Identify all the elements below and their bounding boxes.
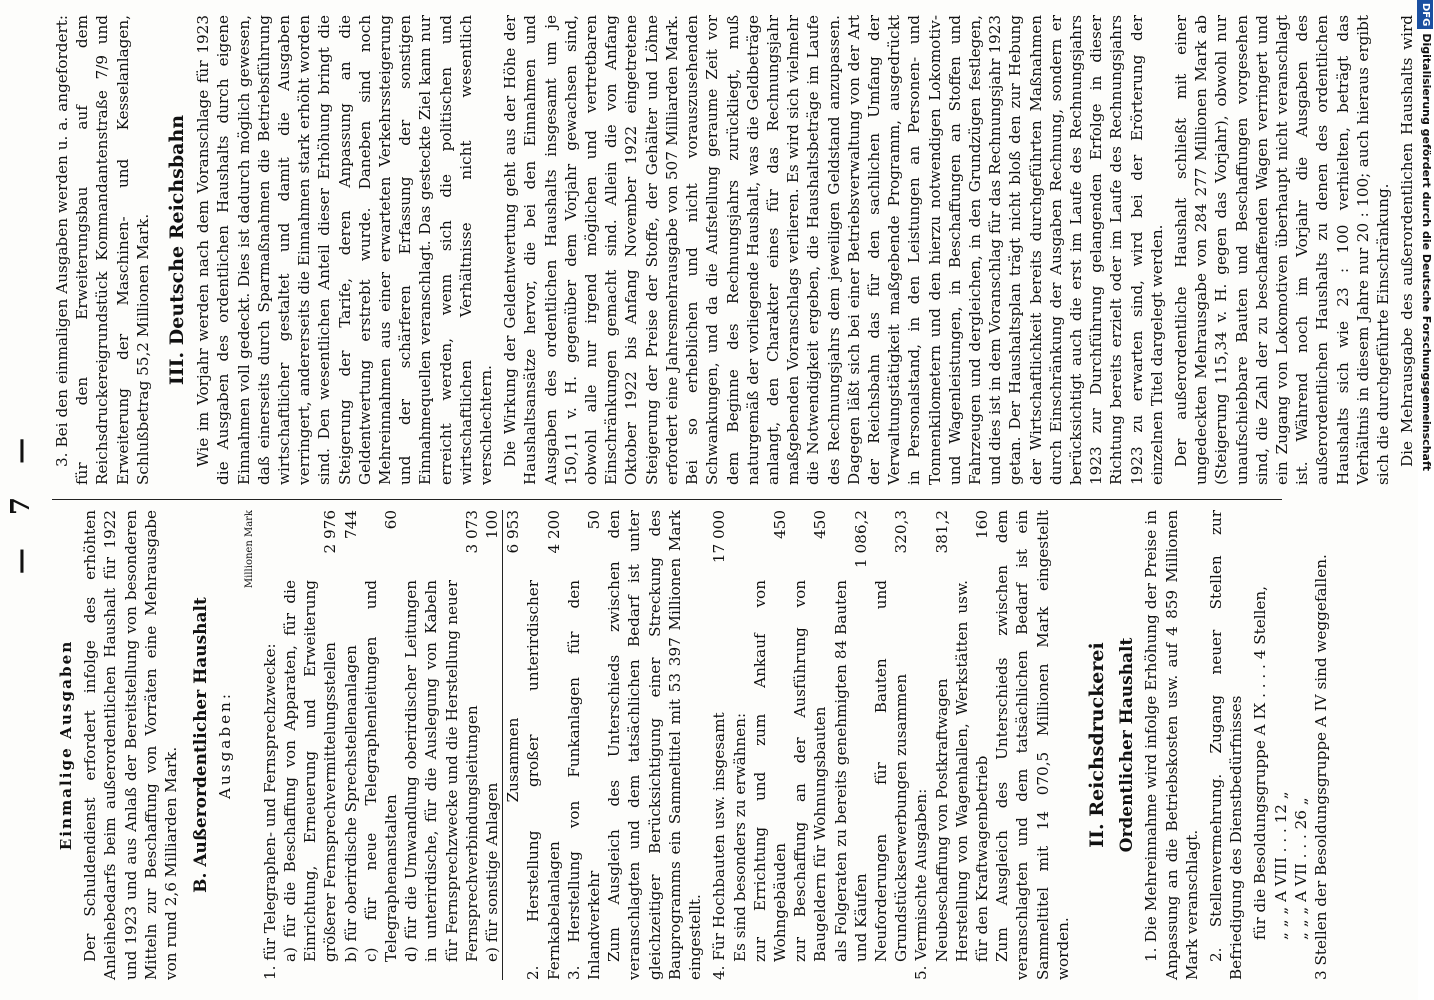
table-row bbox=[709, 510, 729, 980]
paragraph-mehrausgabe: Die Mehrausgabe des außerordentlichen Haushalts wird bbox=[1398, 15, 1417, 467]
row-label: Herstellung von Wagenhallen, Werkstätten usw. für den Kraftwagenbetrieb bbox=[952, 580, 991, 962]
table-row bbox=[831, 510, 871, 980]
dfg-logo: DFG bbox=[1417, 0, 1433, 29]
row-value: 450 bbox=[770, 510, 789, 539]
paragraph-einmalige-ausgaben: 3. Bei den einmaligen Ausgaben werden u. a. angefordert: für den Erweiterungsbau auf dem Reichsdruckereigrundstück Kommandantenstraße 7/9 und Erweiterung der Maschinen- und Kesselanlagen, Schlußbetrag 55,2 Millionen Mark. bbox=[53, 15, 152, 485]
row-value: 160 bbox=[972, 510, 991, 539]
row-value: 381,2 bbox=[932, 510, 951, 554]
row-value: 100 bbox=[483, 510, 502, 539]
heading-section-b: B. Außerordentlicher Haushalt bbox=[191, 597, 212, 893]
row-label: zur Beschaffung an der Ausführung von Baugeldern für Wohnungsbauten bbox=[791, 580, 830, 962]
paragraph-mehreinnahme: 1. Die Mehreinnahme wird infolge Erhöhung der Preise in Anpassung an die Betriebskosten usw. auf 4 859 Millionen Mark veranschlagt. bbox=[1142, 510, 1201, 980]
list-item: für die Besoldungsgruppe A IX . . . . 4 Stellen, bbox=[1251, 585, 1270, 940]
sum-value: 6 953 bbox=[504, 510, 523, 554]
row-value: 320,3 bbox=[892, 510, 911, 554]
row-value: 1 086,2 bbox=[851, 510, 870, 568]
row-label: a) für die Beschaffung von Apparaten, für die Einrichtung, Erneuerung und Erweiterung größerer Fernsprechvermittelungsstellen bbox=[281, 580, 340, 962]
unit-label: Millionen Mark bbox=[243, 510, 255, 589]
table-row bbox=[871, 510, 911, 980]
row-label: 2. Herstellung großer unterirdischer Fernkabelanlagen bbox=[524, 580, 563, 980]
heading-einmalige-ausgaben: Einmalige Ausgaben bbox=[57, 639, 75, 851]
paragraph-ausserordentlicher-haushalt: Der außerordentliche Haushalt schließt mit einer ungedeckten Mehrausgabe von 284 277 Millionen Mark ab (Steigerung 115,34 v. H. gegen das Vorjahr), obwohl nur unaufschiebbare Bauten und Beschaffungen vorgesehen sind, die Zahl der zu beschaffenden Wagen verringert und ein Zugang von Lokomotiven überhaupt nicht veranschlagt ist. Während noch im Vorjahr die Ausgaben des außerordentlichen Haushalts zu denen des ordentlichen Haushalts sich wie 23 : 100 verhielten, beträgt das Verhältnis in diesem Jahre nur 20 : 100; auch hieraus ergibt sich die durchgeführte Einschränkung. bbox=[1171, 15, 1392, 485]
paragraph-geldentwertung: Die Wirkung der Geldentwertung geht aus der Höhe der Haushaltsansätze hervor, die bei den Einnahmen und Ausgaben des ordentlichen Haushalts insgesamt um je 150,11 v. H. gegenüber dem Vorjahr gewachsen sind, obwohl alle nur irgend möglichen und vertretbaren Einschränkungen gemacht sind. Allein die von Anfang Oktober 1922 bis Anfang November 1922 eingetretene Steigerung der Preise der Stoffe, der Gehälter und Löhne erfordert eine Jahresmehrausgabe von 507 Milliarden Mark. Bei so erheblichen und nicht vorauszusehenden Schwankungen, und da die Aufstellung geraume Zeit vor dem Beginne des Rechnungsjahrs zurückliegt, muß naturgemäß der vorliegende Haushalt, was die Geldbeträge anlangt, den Charakter eines für das Rechnungsjahr maßgebenden Voranschlags verlieren. Es wird sich vielmehr die Notwendigkeit ergeben, die Haushaltsbeträge im Laufe des Rechnungsjahrs dem jeweiligen Geldstand anzupassen. Dagegen läßt sich bei einer Betriebsverwaltung von der Art der Reichsbahn das für den sachlichen Umfang der Verwaltungstätigkeit maßgebende Programm, ausgedrückt in Personalstand, in den Leistungen an Personen- und Tonnenkilometern und den hierzu notwendigen Lokomotiv- und Wagenleistungen, in Beschaffungen an Stoffen und Fahrzeugen und dergleichen, in den Grundzügen festlegen, und dies ist in dem Voranschlag für das Rechnungsjahr 1923 getan. Der Haushaltsplan trägt nicht bloß den zur Hebung der Wirtschaftlichkeit bereits durchgeführten Maßnahmen durch Einschränkung der Ausgaben Rechnung, sondern er berücksichtigt auch die erst im Laufe des Rechnungsjahrs 1923 zur Durchführung gelangenden Erfolge in dieser Richtung bereits erzielt oder im Laufe des Rechnungsjahrs 1923 zu erwarten sind, wird bei der Erörterung der einzelnen Titel dargelegt werden. bbox=[501, 15, 1166, 485]
row-value: 2 976 bbox=[321, 510, 340, 554]
table-row bbox=[523, 510, 563, 980]
heading-ausgaben: Ausgaben: bbox=[216, 691, 235, 799]
table-row bbox=[482, 510, 502, 980]
digitization-sidebar bbox=[1418, 0, 1434, 1000]
row-label: b) für oberirdische Sprechstellenanlagen bbox=[341, 645, 360, 962]
row-label: als Folgeraten zu bereits genehmigten 84 Bauten und Käufen bbox=[831, 580, 870, 962]
heading-reichsdruckerei: II. Reichsdruckerei bbox=[1085, 642, 1108, 848]
table-row bbox=[361, 510, 401, 980]
row-value: 60 bbox=[382, 510, 401, 530]
row-label: c) für neue Telegraphenleitungen und Telegraphenanstalten bbox=[361, 580, 401, 962]
heading-ordentlicher-haushalt: Ordentlicher Haushalt bbox=[1117, 637, 1138, 853]
row-value: 17 000 bbox=[710, 510, 729, 564]
column-divider bbox=[52, 499, 1282, 500]
item-1-label: 1. für Telegraphen- und Fernsprechzwecke: bbox=[260, 643, 279, 980]
row-value: 50 bbox=[585, 510, 604, 530]
page-number: — 7 — bbox=[6, 425, 36, 575]
row-label: e) für sonstige Anlagen bbox=[483, 782, 502, 962]
sum-row bbox=[502, 510, 523, 980]
table-row bbox=[790, 510, 830, 980]
table-row bbox=[341, 510, 361, 980]
table-row bbox=[401, 510, 482, 980]
paragraph-schuldendienst: Der Schuldendienst erfordert infolge des erhöhten Anleihebedarfs beim außerordentlichen Haushalt für 1922 und 1923 und aus Anlaß der Bereitstellung von besonderen Mitteln zur Beschaffung von Vorräten eine Mehrausgabe von rund 2,6 Milliarden Mark. bbox=[81, 510, 181, 980]
paragraph-stellenvermehrung: 2. Stellenvermehrung. Zugang neuer Stellen zur Befriedigung des Dienstbedürfnisses bbox=[1206, 510, 1246, 980]
row-label: Neuforderungen für Bauten und Grundstückserwerbungen zusammen bbox=[871, 580, 911, 962]
table-row bbox=[750, 510, 790, 980]
row-label: 3. Herstellung von Funkanlagen für den Inlandverkehr bbox=[564, 580, 604, 980]
row-value: 450 bbox=[811, 510, 830, 539]
paragraph-voranschlag: Wie im Vorjahr werden nach dem Voranschlage für 1923 die Ausgaben des ordentlichen Haushalts durch eigene Einnahmen voll gedeckt. Dies ist dadurch möglich gewesen, daß einerseits durch Sparmaßnahmen die Betriebsführung wirtschaftlicher gestaltet und damit die Ausgaben verringert, andererseits die Einnahmen stark erhöht worden sind. Den wesentlichen Anteil dieser Erhöhung bringt die Steigerung der Tarife, deren Anpassung an die Geldentwertung erstrebt wurde. Daneben sind noch Mehreinnahmen aus einer erwarteten Verkehrssteigerung und der schärferen Erfassung der sonstigen Einnahmequellen veranschlagt. Das gesteckte Ziel kann nur erreicht werden, wenn sich die politischen und wirtschaftlichen Verhältnisse nicht wesentlich verschlechtern. bbox=[194, 15, 496, 485]
list-item: „ „ „ A VII . . . 26 „ bbox=[1291, 797, 1310, 940]
right-column bbox=[52, 15, 1434, 485]
item-4-intro: Es sind besonders zu erwähnen: bbox=[730, 712, 749, 962]
table-row bbox=[932, 510, 952, 980]
table-row bbox=[952, 510, 992, 980]
paragraph-ausgleich-1: Zum Ausgleich des Unterschieds zwischen den veranschlagten und dem tatsächlichen Bedarf ist unter gleichzeitiger Berücksichtigung einer Streckung des Bauprogramms ein Sammeltitel mit 53 397 Millionen Mark eingestellt. bbox=[605, 510, 705, 980]
list-item: 3 Stellen der Besoldungsgruppe A IV sind weggefallen. bbox=[1311, 554, 1330, 980]
row-label: zur Errichtung und zum Ankauf von Wohngebäuden bbox=[750, 580, 789, 962]
table-row bbox=[564, 510, 604, 980]
left-column bbox=[52, 510, 1331, 980]
row-value: 4 200 bbox=[544, 510, 563, 554]
paragraph-ausgleich-2: Zum Ausgleich des Unterschieds zwischen dem veranschlagten und dem tatsächlichen Bedarf ist ein Sammeltitel mit 14 070,5 Millionen Mark eingestellt worden. bbox=[993, 510, 1072, 980]
heading-deutsche-reichsbahn: III. Deutsche Reichsbahn bbox=[166, 114, 189, 386]
item-5-label: 5. Vermischte Ausgaben: bbox=[912, 788, 931, 980]
row-label: 4. Für Hochbauten usw. insgesamt bbox=[710, 712, 729, 980]
sum-label: Zusammen bbox=[504, 717, 523, 803]
table-row bbox=[280, 510, 341, 980]
funding-note: Digitalisierung gefördert durch die Deutsche Forschungsgemeinschaft bbox=[1420, 33, 1433, 472]
row-label: Neubeschaffung von Postkraftwagen bbox=[932, 678, 951, 962]
row-value: 744 bbox=[341, 510, 360, 539]
list-item: „ „ „ A VIII . . . 12 „ bbox=[1271, 791, 1290, 940]
row-label: d) für die Umwandlung oberirdischer Leitungen in unterirdische, für die Auslegung von Kabeln für Fernsprechzwecke und die Herstellung neuer Fernsprechverbindungsleitungen bbox=[402, 580, 481, 962]
row-value: 3 073 bbox=[462, 510, 481, 554]
